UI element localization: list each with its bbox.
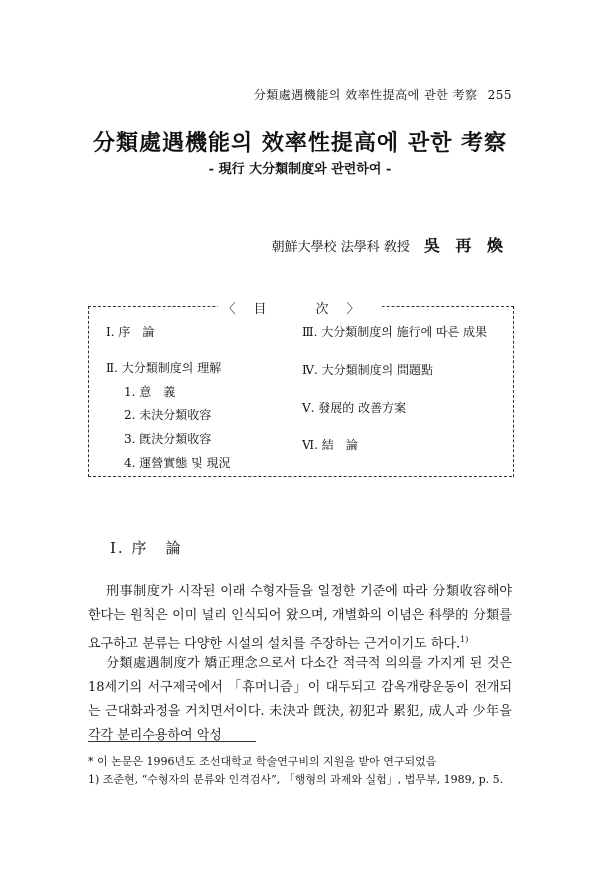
toc-item-6[interactable]: Ⅵ. 結 論: [302, 438, 358, 452]
body-paragraph-2-text: 分類處遇制度가 矯正理念으로서 다소간 적극적 의의를 가지게 된 것은 18세기의 서구제국에서 「휴머니즘」이 대두되고 감옥개량운동이 전개되는 근대화과정을 거치면서이다. 未決과 旣決, 初犯과 累犯, 成人과 少年을 각각 분리수용하여 악성: [88, 656, 512, 743]
toc-item-2-4[interactable]: 4. 運營實態 및 現況: [124, 456, 231, 470]
footnote-funding: * 이 논문은 1996년도 조선대학교 학술연구비의 지원을 받아 연구되었음: [88, 755, 437, 768]
toc-title-text: 〈目 次〉: [218, 302, 381, 317]
author-affiliation: 朝鮮大學校 法學科 敎授: [271, 240, 410, 255]
author-name: 吳 再 煥: [423, 236, 508, 255]
body-paragraph-1: [88, 580, 512, 656]
page-number: 255: [487, 88, 512, 102]
footnote-1: 1) 조준현, “수형자의 분류와 인격검사”, 「행형의 과제와 실험」, 법무부, 1989, p. 5.: [88, 773, 504, 786]
toc-box-bottom-border: [88, 476, 512, 477]
section-heading: Ⅰ. 序 論: [110, 539, 183, 557]
toc-item-4[interactable]: Ⅳ. 大分類制度의 問題點: [302, 363, 434, 377]
author-line: [272, 233, 508, 256]
toc-item-3[interactable]: Ⅲ. 大分類制度의 施行에 따른 成果: [302, 325, 488, 339]
toc-item-5[interactable]: Ⅴ. 發展的 改善方案: [302, 401, 407, 415]
running-title: 分類處遇機能의 效率性提高에 관한 考察: [253, 88, 478, 102]
footnote-ref-1[interactable]: 1): [460, 635, 469, 644]
paper-title: 分類處遇機能의 效率性提高에 관한 考察: [93, 130, 507, 156]
toc-item-1[interactable]: Ⅰ. 序 論: [106, 325, 155, 339]
body-paragraph-1-text: 刑事制度가 시작된 이래 수형자들을 일정한 기준에 따라 分類收容해야 한다는 원칙은 이미 널리 인식되어 왔으며, 개별화의 이념은 科學的 分類를 요구하고 분류는 다양한 시설의 설치를 주장하는 근거이기도 하다.: [88, 584, 512, 652]
toc-item-2-3[interactable]: 3. 旣決分類收容: [124, 432, 212, 446]
paper-subtitle: - 現行 大分類制度와 관련하여 -: [208, 162, 392, 177]
toc-item-2-1[interactable]: 1. 意 義: [124, 385, 176, 399]
toc-title: [0, 298, 600, 317]
toc-item-2[interactable]: Ⅱ. 大分類制度의 理解: [106, 361, 222, 375]
toc-item-2-2[interactable]: 2. 未決分類收容: [124, 408, 212, 422]
running-head: [254, 86, 512, 103]
body-paragraph-2: [88, 652, 512, 748]
footnote-rule: [88, 741, 256, 742]
